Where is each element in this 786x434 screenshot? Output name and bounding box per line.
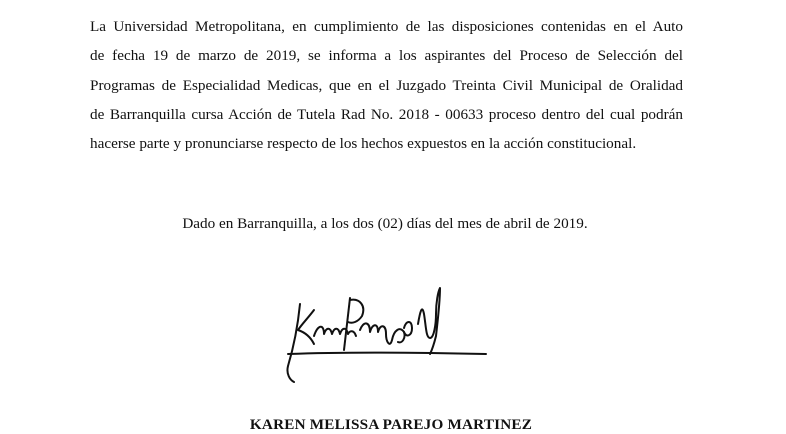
paragraph-line: de Barranquilla cursa Acción de Tutela Rad No. 2018 - 00633 proceso dentro del cual podrán xyxy=(90,105,683,123)
paragraph-line: de fecha 19 de marzo de 2019, se informa a los aspirantes del Proceso de Selección del xyxy=(90,47,683,65)
dated-text: Dado en Barranquilla, a los dos (02) días del mes de abril de 2019. xyxy=(182,215,588,232)
signer-name xyxy=(0,416,786,434)
paragraph-line: La Universidad Metropolitana, en cumplimiento de las disposiciones contenidas en el Auto xyxy=(90,18,683,35)
handwritten-signature xyxy=(280,284,492,388)
paragraph-line: hacerse parte y pronunciarse respecto de los hechos expuestos en la acción constitucional. xyxy=(90,135,637,153)
notice-paragraph xyxy=(90,12,683,158)
paragraph-line: Programas de Especialidad Medicas, que en el Juzgado Treinta Civil Municipal de Oralidad xyxy=(90,76,683,94)
dated-line xyxy=(0,209,786,238)
signer-name-text: KAREN MELISSA PAREJO MARTINEZ xyxy=(249,416,533,433)
